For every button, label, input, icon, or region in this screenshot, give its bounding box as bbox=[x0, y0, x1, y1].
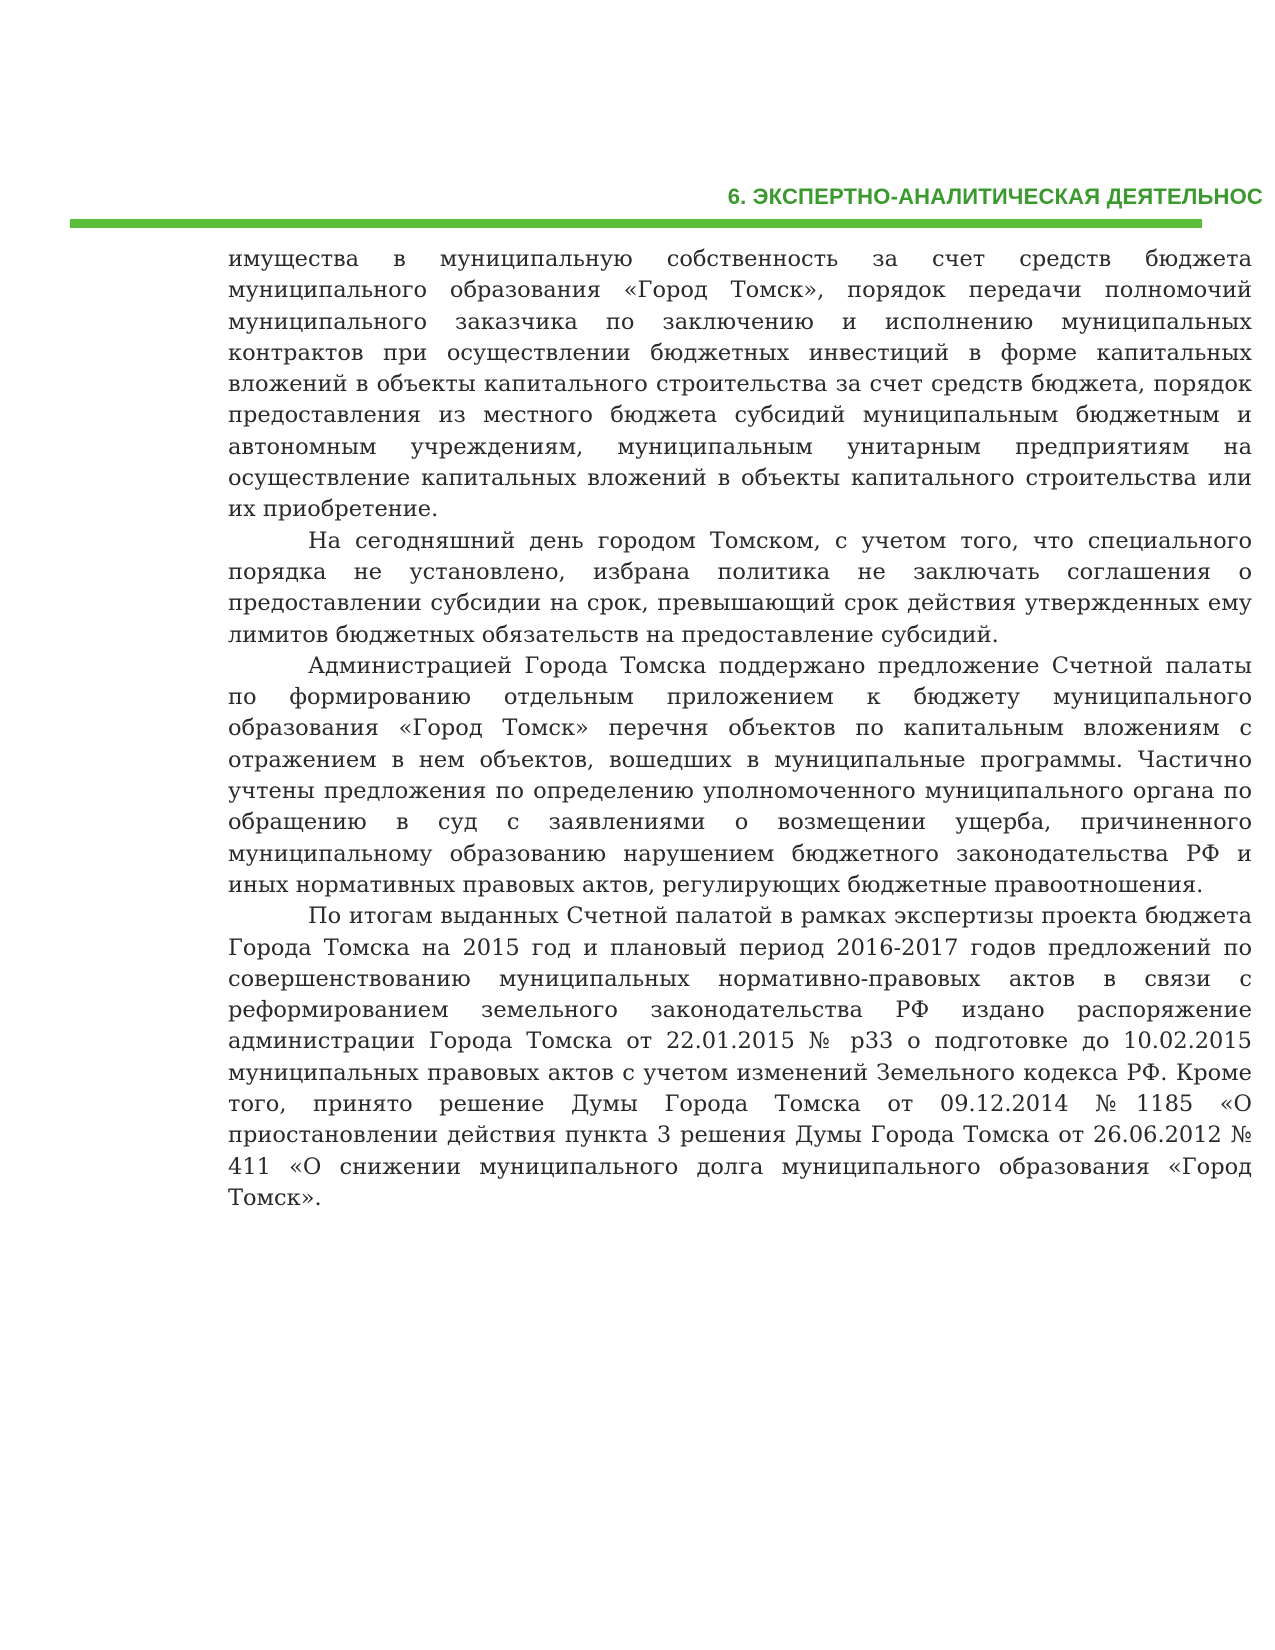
body-text bbox=[228, 244, 1252, 1214]
paragraph-3: Администрацией Города Томска поддержано предложение Счетной палаты по формированию отдельным приложением к бюджету муниципального образования «Город Томск» перечня объектов по капитальным вложениям с отражением в нем объектов, вошедших в муниципальные программы. Частично учтены предложения по определению уполномоченного муниципального органа по обращению в суд с заявлениями о возмещении ущерба, причиненного муниципальному образованию нарушением бюджетного законодательства РФ и иных нормативных правовых актов, регулирующих бюджетные правоотношения. bbox=[228, 652, 1252, 898]
page-header bbox=[0, 180, 1275, 230]
header-rule bbox=[70, 219, 1202, 228]
paragraph-4: По итогам выданных Счетной палатой в рамках экспертизы проекта бюджета Города Томска на 2015 год и плановый период 2016-2017 годов предложений по совершенствованию муниципальных нормативно-правовых актов в связи с реформированием земельного законодательства РФ издано распоряжение администрации Города Томска от 22.01.2015 № р33 о подготовке до 10.02.2015 муниципальных правовых актов с учетом изменений Земельного кодекса РФ. Кроме того, принято решение Думы Города Томска от 09.12.2014 №1185 «О приостановлении действия пункта 3 решения Думы Города Томска от 26.06.2012 № 411 «О снижении муниципального долга муниципального образования «Город Томск». bbox=[228, 903, 1252, 1211]
section-title: 6. ЭКСПЕРТНО-АНАЛИТИЧЕСКАЯ ДЕЯТЕЛЬНОС bbox=[727, 184, 1263, 209]
paragraph-1: имущества в муниципальную собственность за счет средств бюджета муниципального образования «Город Томск», порядок передачи полномочий муниципального заказчика по заключению и исполнению муниципальных контрактов при осуществлении бюджетных инвестиций в форме капитальных вложений в объекты капитального строительства за счет средств бюджета, порядок предоставления из местного бюджета субсидий муниципальным бюджетным и автономным учреждениям, муниципальным унитарным предприятиям на осуществление капитальных вложений в объекты капитального строительства или их приобретение. bbox=[228, 246, 1252, 523]
paragraph-2: На сегодняшний день городом Томском, с учетом того, что специального порядка не установлено, избрана политика не заключать соглашения о предоставлении субсидии на срок, превышающий срок действия утвержденных ему лимитов бюджетных обязательств на предоставление субсидий. bbox=[228, 527, 1252, 648]
